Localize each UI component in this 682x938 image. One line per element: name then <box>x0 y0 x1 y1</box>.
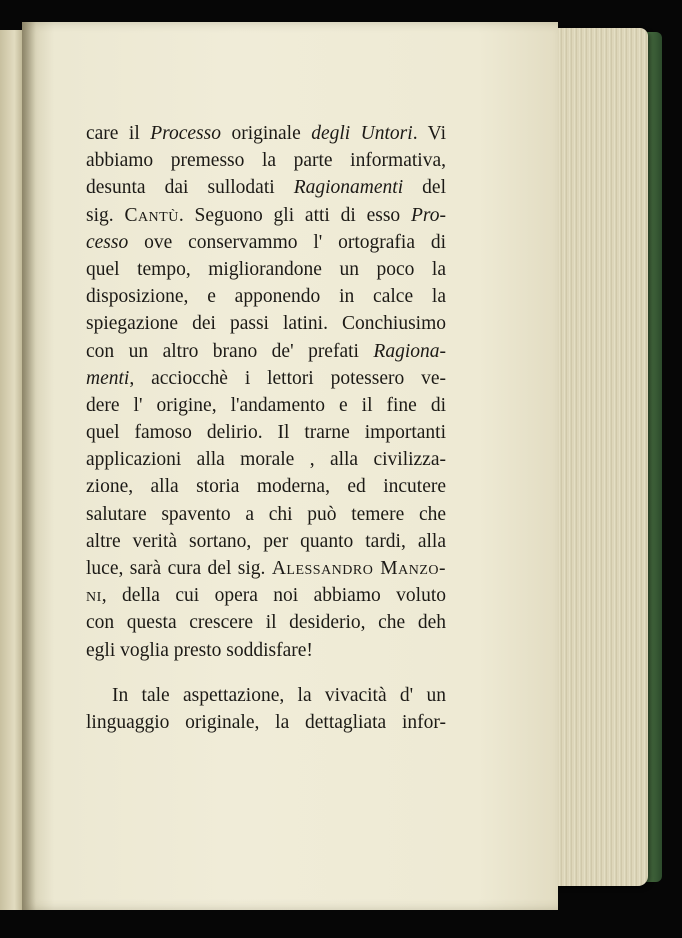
text-line <box>86 637 446 664</box>
text-segment: , acciocchè i lettori potessero ve- <box>129 367 446 389</box>
text-segment: In tale aspettazione, la vivacità d' un <box>112 684 446 706</box>
small-caps-text: Cantù <box>124 204 179 226</box>
gutter-shadow <box>22 22 36 910</box>
italic-text: degli Untori <box>311 123 413 144</box>
text-segment: con questa crescere il desiderio, che deh <box>86 612 446 634</box>
text-segment: disposizione, e apponendo in calce la <box>86 286 446 308</box>
text-segment: ove conservammo l' ortografia di <box>128 231 446 253</box>
text-line <box>86 582 446 609</box>
text-segment: egli voglia presto soddisfare! <box>86 639 313 661</box>
text-segment: quel famoso delirio. Il trarne importanti <box>86 422 446 444</box>
text-line <box>86 174 446 201</box>
text-line <box>86 473 446 500</box>
paragraph-1 <box>86 120 446 664</box>
text-segment: . Vi <box>412 123 446 144</box>
italic-text: cesso <box>86 231 129 253</box>
text-line <box>86 229 446 256</box>
paragraph-2 <box>86 682 446 736</box>
text-segment: . Seguono gli atti di esso <box>178 204 411 226</box>
text-segment: originale <box>220 123 312 144</box>
text-line <box>86 419 446 446</box>
text-line <box>86 310 446 337</box>
text-line <box>86 528 446 555</box>
text-segment: spiegazione dei passi latini. Conchiusimo <box>86 313 446 335</box>
text-segment: sig. <box>86 204 125 226</box>
text-line <box>86 609 446 636</box>
paragraph-gap <box>86 664 446 682</box>
text-segment: abbiamo premesso la parte informativa, <box>86 150 446 172</box>
text-line <box>86 501 446 528</box>
text-segment: zione, alla storia moderna, ed incutere <box>86 476 446 498</box>
text-line <box>86 365 446 392</box>
text-line <box>86 446 446 473</box>
text-segment: luce, sarà cura del sig. <box>86 558 272 579</box>
text-line <box>86 338 446 365</box>
small-caps-text: Alessandro Manzo- <box>271 558 446 579</box>
text-line <box>86 392 446 419</box>
text-line <box>86 709 446 736</box>
text-line <box>86 283 446 310</box>
text-segment: del <box>403 177 446 199</box>
text-segment: desunta dai sullodati <box>86 177 294 199</box>
text-segment: quel tempo, migliorandone un poco la <box>86 258 446 280</box>
text-line <box>86 256 446 283</box>
text-segment: linguaggio originale, la dettagliata infor- <box>86 711 446 733</box>
italic-text: Ragiona- <box>373 340 446 362</box>
text-segment: dere l' origine, l'andamento e il fine di <box>86 394 446 416</box>
text-line <box>86 120 446 147</box>
text-segment: salutare spavento a chi può temere che <box>86 503 446 525</box>
text-line <box>86 555 446 582</box>
italic-text: Pro- <box>410 204 446 226</box>
italic-text: Processo <box>150 123 221 144</box>
italic-text: menti <box>86 367 130 389</box>
text-segment: , della cui opera noi abbiamo voluto <box>101 585 446 607</box>
text-segment: care il <box>86 123 151 144</box>
left-page-edge <box>0 30 24 910</box>
page-text <box>86 120 446 736</box>
text-segment: applicazioni alla morale , alla civilizza- <box>86 449 446 471</box>
text-line <box>86 202 446 229</box>
text-segment: con un altro brano de' prefati <box>86 340 374 362</box>
text-segment: altre verità sortano, per quanto tardi, alla <box>86 530 446 552</box>
small-caps-text: ni <box>86 585 102 607</box>
page-edges <box>548 28 648 886</box>
text-line <box>86 682 446 709</box>
text-line <box>86 147 446 174</box>
italic-text: Ragionamenti <box>293 177 404 199</box>
